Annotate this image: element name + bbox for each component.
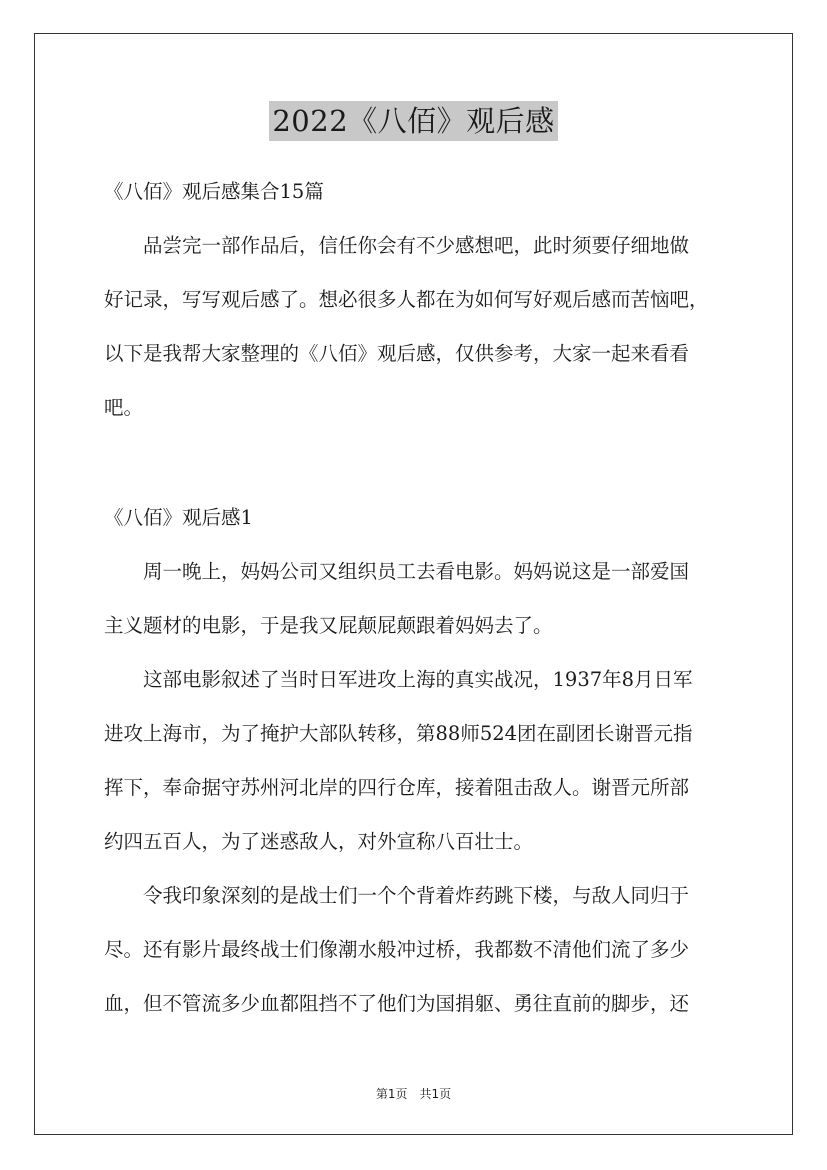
- text-line: 令我印象深刻的是战士们一个个背着炸药跳下楼，与敌人同归于: [104, 884, 690, 907]
- text-line: 挥下，奉命据守苏州河北岸的四行仓库，接着阻击敌人。谢晋元所部: [104, 776, 690, 799]
- page-number: 第1页 共1页: [375, 1087, 452, 1101]
- text-line: 好记录，写写观后感了。想必很多人都在为如何写好观后感而苦恼吧，: [104, 288, 709, 311]
- text-line: 约四五百人，为了迷惑敌人，对外宣称八百壮士。: [104, 830, 534, 853]
- text-line: 品尝完一部作品后，信任你会有不少感想吧，此时须要仔细地做: [104, 234, 690, 257]
- text-line: 血，但不管流多少血都阻挡不了他们为国捐躯、勇往直前的脚步，还: [104, 992, 690, 1015]
- subtitle: [104, 165, 730, 219]
- text-line: 进攻上海市，为了掩护大部队转移，第88师524团在副团长谢晋元指: [104, 722, 693, 745]
- text-line: 主义题材的电影，于是我又屁颠屁颠跟着妈妈去了。: [104, 614, 553, 637]
- page-footer: [0, 1085, 827, 1102]
- subtitle-line: 《八佰》观后感集合15篇: [104, 180, 324, 203]
- text-line: 这部电影叙述了当时日军进攻上海的真实战况，1937年8月日军: [104, 668, 693, 691]
- text-line: 周一晚上，妈妈公司又组织员工去看电影。妈妈说这是一部爱国: [104, 560, 690, 583]
- title-container: [0, 101, 827, 141]
- section-heading: [104, 491, 730, 545]
- intro-paragraph: [104, 219, 730, 435]
- text-line: 以下是我帮大家整理的《八佰》观后感，仅供参考，大家一起来看看: [104, 342, 690, 365]
- paragraph-2: [104, 653, 730, 869]
- text-line: 尽。还有影片最终战士们像潮水般冲过桥，我都数不清他们流了多少: [104, 938, 690, 961]
- document-title: 2022《八佰》观后感: [269, 101, 557, 141]
- paragraph-1: [104, 545, 730, 653]
- text-line: 吧。: [104, 396, 144, 419]
- section-heading-line: 《八佰》观后感1: [104, 506, 253, 529]
- paragraph-3: [104, 869, 730, 1031]
